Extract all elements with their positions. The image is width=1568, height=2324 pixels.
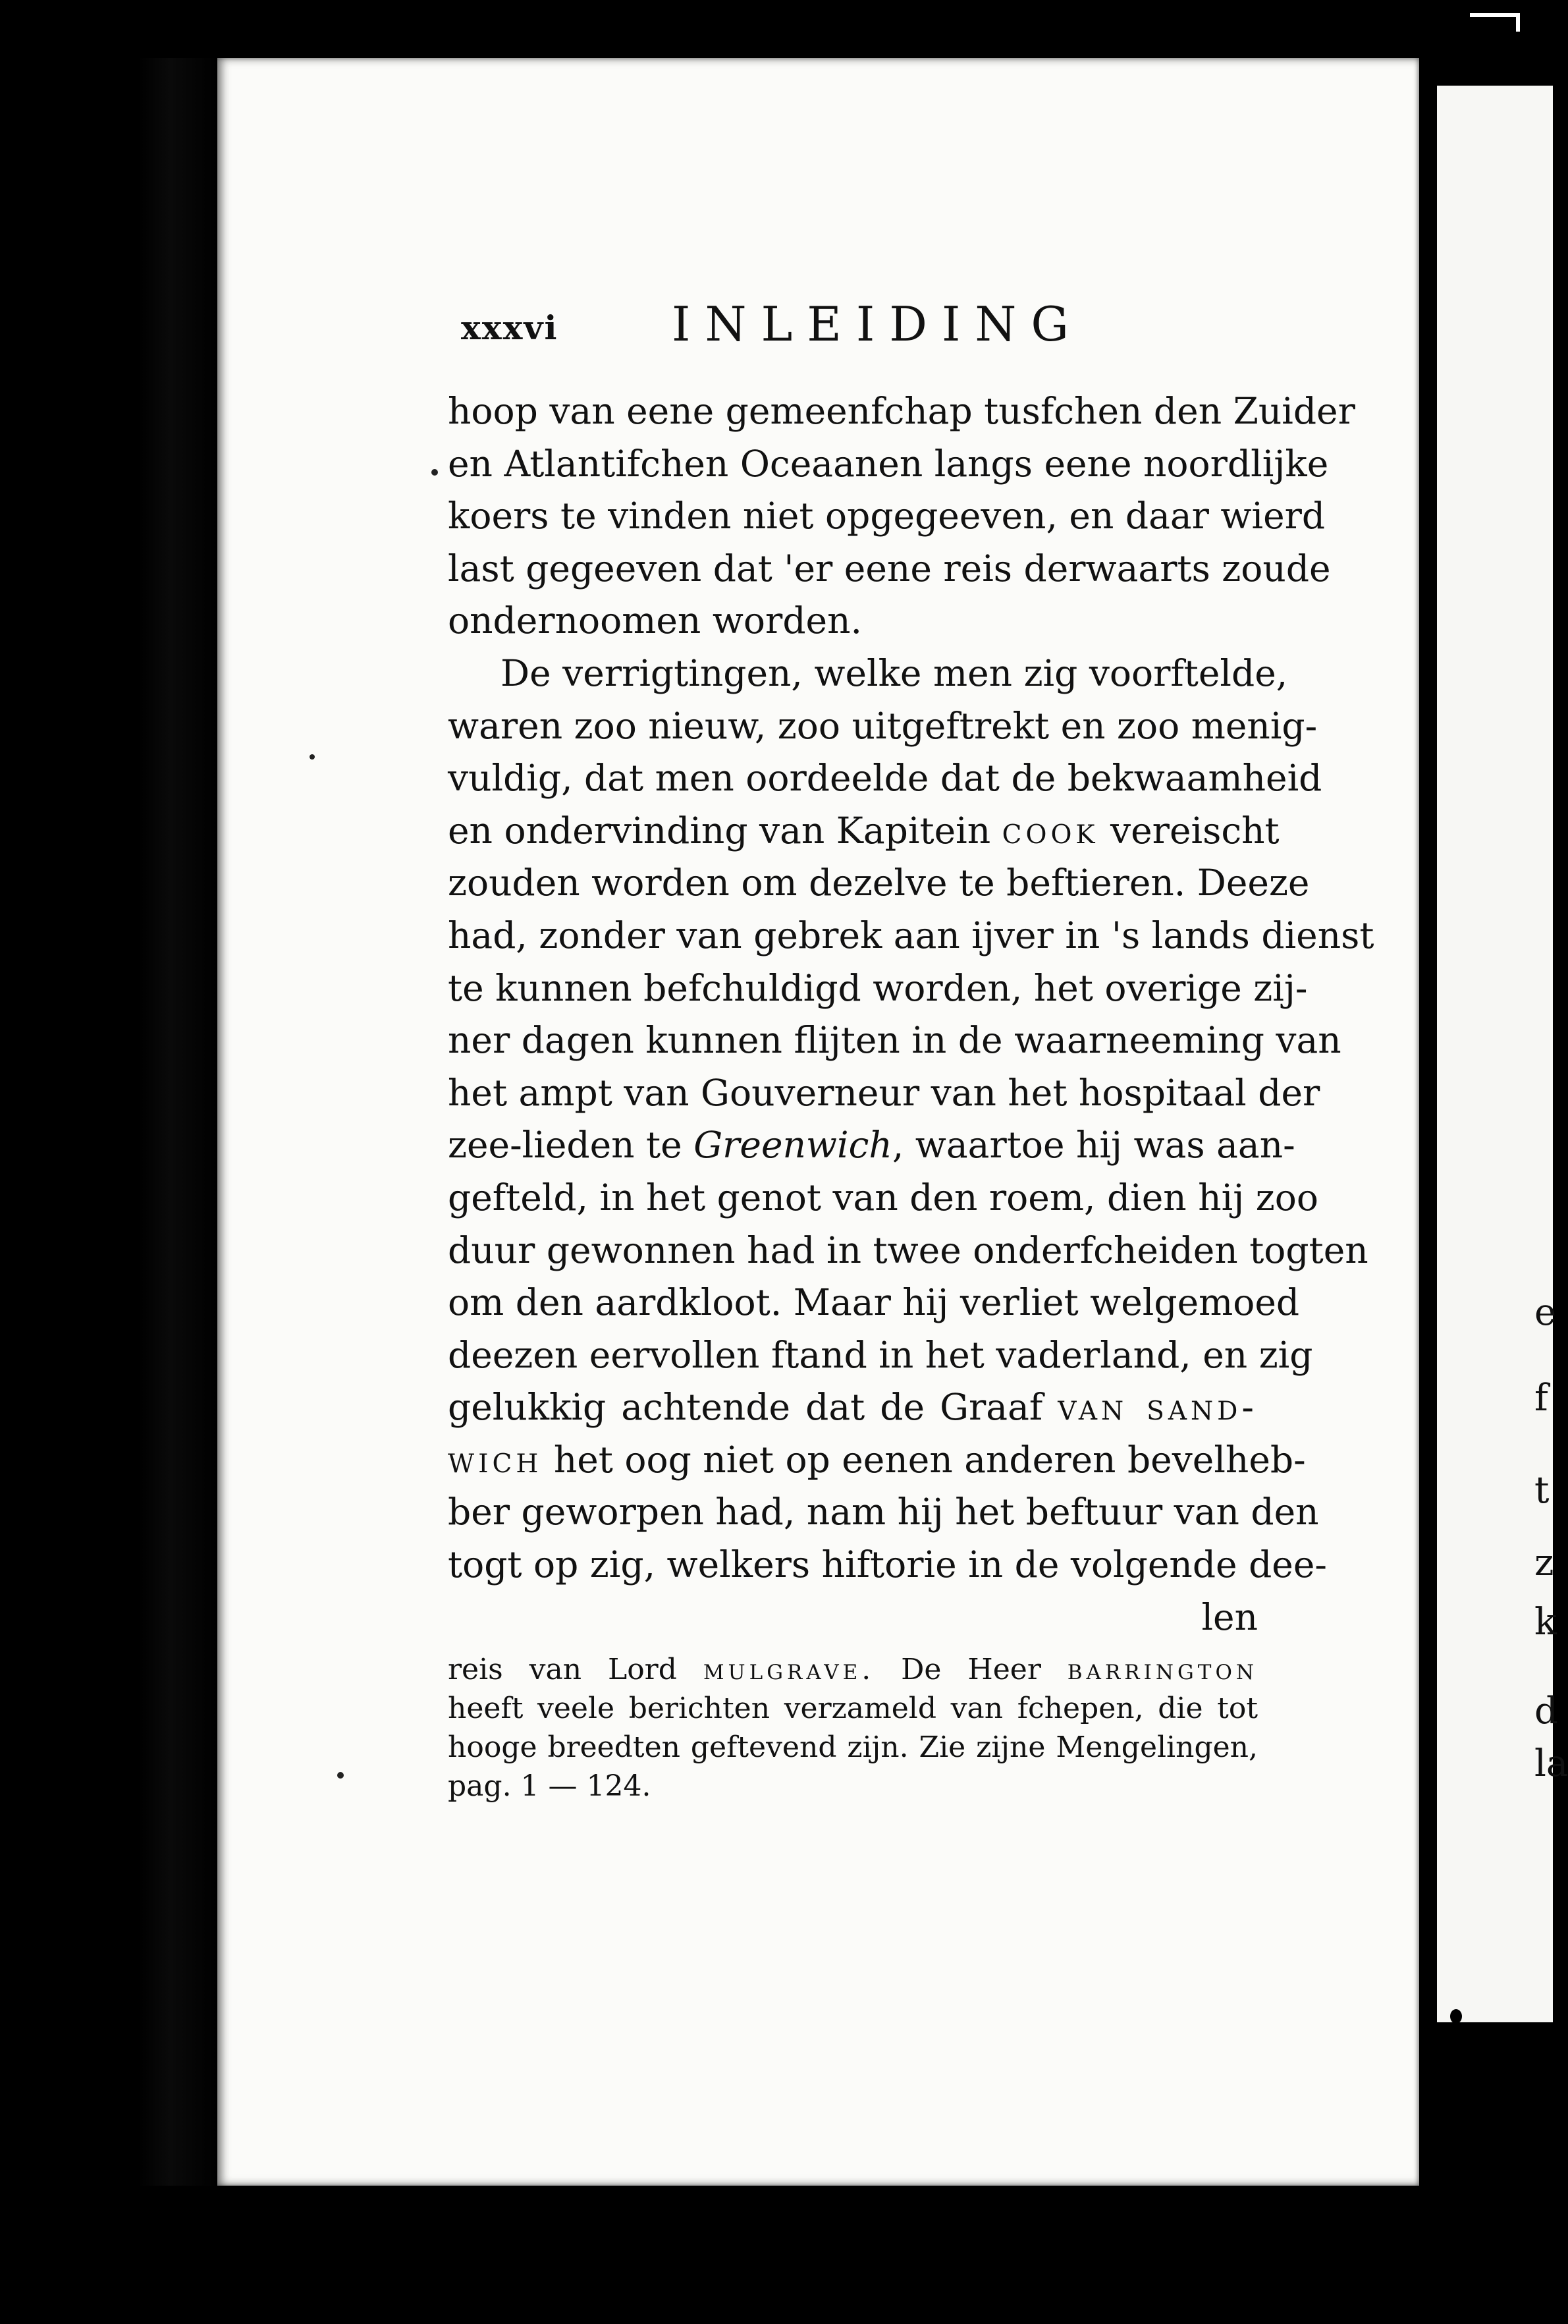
text-line: en Atlantifchen Oceaanen langs eene noordlijke xyxy=(448,442,1329,485)
text-segment: vereischt xyxy=(1098,809,1280,852)
text-segment: , waartoe hij was aan- xyxy=(892,1124,1295,1167)
text-line: De verrigtingen, welke men zig voorftelde, xyxy=(500,651,1288,694)
name-sandwich-end: wich xyxy=(448,1438,543,1481)
name-cook: cook xyxy=(1002,809,1099,852)
text-line: last gegeeven dat 'er eene reis derwaarts zoude xyxy=(448,547,1331,590)
text-segment: De Heer xyxy=(901,1653,1041,1686)
running-head: INLEIDING xyxy=(672,296,1083,352)
text-line: vuldig, dat men oordeelde dat de bekwaamheid xyxy=(448,757,1322,800)
text-line: duur gewonnen had in twee onderfcheiden togten xyxy=(448,1229,1368,1271)
text-line: ondernoomen worden. xyxy=(448,599,862,642)
text-line xyxy=(448,1381,1258,1434)
name-barrington: barrington xyxy=(1067,1653,1258,1686)
text-line: het ampt van Gouverneur van het hospitaal der xyxy=(448,1071,1320,1114)
footnote-line: hooge breedten geftevend zijn. Zie zijne Mengelingen, xyxy=(448,1730,1258,1764)
facing-page-glyph: e xyxy=(1534,1291,1557,1334)
name-van-sandwich: van sand- xyxy=(1058,1386,1258,1429)
text-line: zouden worden om dezelve te beftieren. Deeze xyxy=(448,862,1310,904)
scan-corner-mark xyxy=(1470,13,1520,32)
margin-speck xyxy=(310,754,315,760)
text-line: waren zoo nieuw, zoo uitgeftrekt en zoo menig- xyxy=(448,704,1318,747)
facing-page-glyph: z xyxy=(1534,1541,1554,1584)
text-line: togt op zig, welkers hiftorie in de volgende dee- xyxy=(448,1543,1327,1586)
name-mulgrave: mulgrave. xyxy=(703,1653,875,1686)
text-line: ber geworpen had, nam hij het beftuur van den xyxy=(448,1491,1319,1534)
margin-speck xyxy=(1450,2009,1462,2024)
page-gutter xyxy=(1419,58,1437,2186)
text-line xyxy=(448,805,1280,858)
facing-page-glyph: la xyxy=(1534,1742,1568,1785)
text-line: hoop van eene gemeenfchap tusfchen den Zuider xyxy=(448,390,1355,432)
footnote-line xyxy=(448,1650,1258,1689)
text-segment: zee-lieden te xyxy=(448,1124,682,1167)
body-text xyxy=(448,385,1374,1644)
footnote-line: pag. 1 — 124. xyxy=(448,1769,651,1803)
text-line: te kunnen befchuldigd worden, het overige zij- xyxy=(448,966,1308,1009)
footnote xyxy=(448,1650,1258,1806)
text-segment: het oog niet op eenen anderen bevelheb- xyxy=(553,1438,1306,1481)
margin-speck xyxy=(337,1772,344,1779)
scan-edge-specks xyxy=(0,448,24,527)
facing-page-glyph: k xyxy=(1534,1601,1557,1644)
page-header xyxy=(461,296,1120,352)
facing-page-glyph: d xyxy=(1534,1690,1558,1732)
text-segment: gelukkig achtende dat de Graaf xyxy=(448,1386,1043,1429)
footnote-line: heeft veele berichten verzameld van fchepen, die tot xyxy=(448,1692,1258,1725)
text-line xyxy=(448,1434,1306,1487)
text-segment: reis van Lord xyxy=(448,1653,677,1686)
text-line: om den aardkloot. Maar hij verliet welgemoed xyxy=(448,1281,1300,1324)
place-greenwich: Greenwich xyxy=(693,1124,892,1167)
margin-speck xyxy=(431,469,438,476)
text-line: koers te vinden niet opgegeeven, en daar wierd xyxy=(448,495,1326,538)
catchword: len xyxy=(1201,1595,1258,1638)
text-segment: en ondervinding van Kapitein xyxy=(448,809,991,852)
page-number: xxxvi xyxy=(461,308,558,347)
facing-page-glyph: f xyxy=(1534,1377,1548,1420)
text-line xyxy=(448,1119,1295,1172)
text-line: ner dagen kunnen flijten in de waarneeming van xyxy=(448,1019,1341,1062)
text-line: deezen eervollen ftand in het vaderland, en zig xyxy=(448,1333,1313,1376)
facing-page-glyph: t xyxy=(1534,1469,1550,1512)
book-spine-shadow xyxy=(138,58,217,2186)
text-line: had, zonder van gebrek aan ijver in 's lands dienst xyxy=(448,914,1374,956)
text-line: gefteld, in het genot van den roem, dien hij zoo xyxy=(448,1176,1318,1219)
